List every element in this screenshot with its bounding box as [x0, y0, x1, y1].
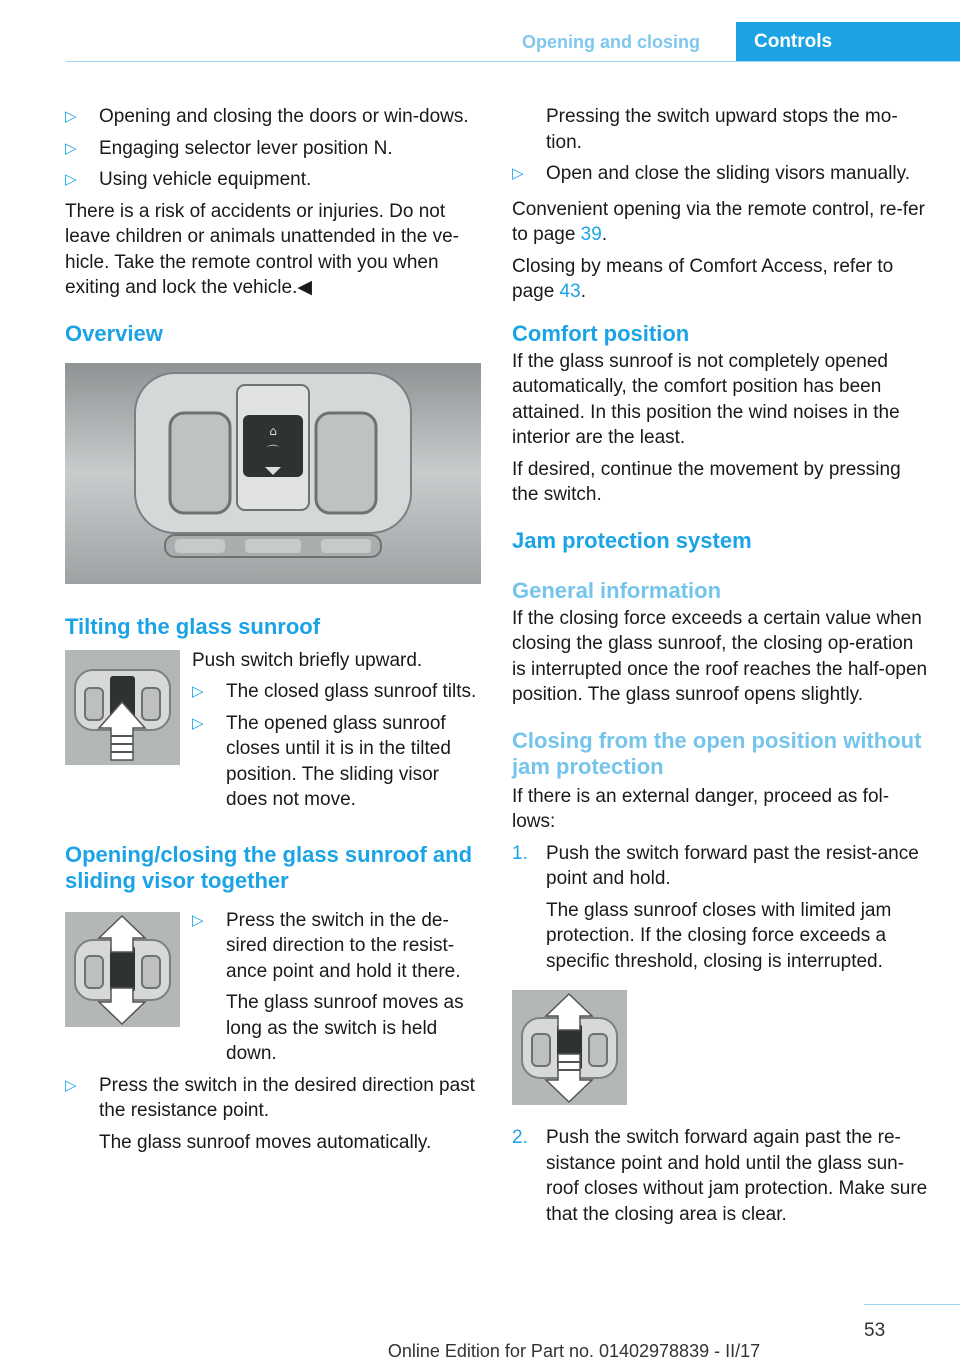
remote-reference: Convenient opening via the remote control, re‐fer to page 39.	[512, 198, 925, 245]
footer-rule	[864, 1304, 960, 1305]
bullet-marker: ▷	[65, 108, 77, 125]
list-item-continuation: The glass sunroof moves as long as the switch is held down.	[226, 992, 464, 1064]
open-close-heading: Opening/closing the glass sunroof and sliding visor together	[65, 841, 473, 893]
header-chapter-tab: Controls	[736, 22, 960, 62]
bullet-marker: ▷	[192, 714, 204, 732]
left-column	[65, 104, 481, 1161]
footer-edition: Online Edition for Part no. 01402978839 - II/17	[387, 1341, 761, 1361]
list-item: ▷ Using vehicle equipment.	[65, 167, 481, 193]
list-item: 2. Push the switch forward again past the re‐sistance point and hold until the glass sun‐roof closes without jam protection. Make sure that the closing area is clear.	[512, 1127, 928, 1225]
overview-switch-image	[65, 363, 481, 584]
warning-text: There is a risk of accidents or injuries. Do not leave children or animals unattended in the ve‐hicle. Take the remote control with you when exiting and lock the vehicle.◀	[65, 200, 459, 298]
overview-heading: Overview	[65, 320, 163, 346]
header-section-title: Opening and closing	[522, 32, 701, 52]
right-column	[512, 104, 930, 1233]
bullet-marker: ▷	[65, 139, 77, 157]
step-number: 2.	[512, 1127, 528, 1148]
list-item: ▷ Press the switch in the desired direction past the resistance point.	[65, 1074, 475, 1121]
page-number: 53	[864, 1320, 886, 1341]
svg-text:⌂: ⌂	[269, 423, 277, 438]
comfort-access-reference: Closing by means of Comfort Access, refer to page 43.	[512, 255, 894, 302]
close-switch-image	[512, 990, 627, 1105]
bullet-marker: ▷	[192, 911, 204, 929]
jam-protection-heading: Jam protection system	[512, 527, 752, 553]
comfort-paragraph-1: If the glass sunroof is not completely opened automatically, the comfort position has been attained. In this position the wind noises in the interior are the least.	[512, 350, 900, 448]
list-item: ▷ The closed glass sunroof tilts.	[192, 679, 481, 705]
closing-heading: Closing from the open position without jam protection	[512, 727, 922, 779]
tilt-intro: Push switch briefly upward.	[192, 649, 423, 671]
bullet-marker: ▷	[65, 1076, 77, 1094]
bullet-marker: ▷	[192, 683, 204, 700]
list-item: ▷ Opening and closing the doors or win‐dows.	[65, 104, 481, 130]
page-link-39[interactable]: 39	[580, 224, 602, 245]
list-item-continuation: The glass sunroof closes with limited jam protection. If the closing force exceeds a specific threshold, closing is interrupted.	[546, 899, 892, 972]
closing-intro: If there is an external danger, proceed as fol‐lows:	[512, 785, 890, 832]
list-item: ▷ Open and close the sliding visors manually.	[512, 161, 930, 187]
step-number: 1.	[512, 842, 528, 864]
svg-text:⌒: ⌒	[266, 443, 280, 458]
bullet-marker: ▷	[512, 165, 524, 182]
list-item: 1. Push the switch forward past the resist‐ance point and hold.	[512, 842, 919, 889]
list-item-continuation: The glass sunroof moves automatically.	[99, 1131, 432, 1153]
tilt-heading: Tilting the glass sunroof	[65, 613, 321, 639]
comfort-paragraph-2: If desired, continue the movement by pressing the switch.	[512, 458, 901, 505]
comfort-heading: Comfort position	[512, 320, 690, 346]
header-rule	[66, 61, 960, 62]
page-link-43[interactable]: 43	[559, 281, 581, 302]
general-info-paragraph: If the closing force exceeds a certain value when closing the glass sunroof, the closing op‐eration is interrupted once the roof reaches the half-open position. The glass sunroof opens slightly.	[512, 607, 928, 705]
bullet-marker: ▷	[65, 171, 77, 188]
open-close-switch-image	[65, 912, 180, 1027]
tilt-switch-image	[65, 650, 180, 765]
general-info-heading: General information	[512, 577, 722, 603]
list-item-continuation: Pressing the switch upward stops the mo‐tion.	[546, 106, 898, 153]
list-item: ▷ Press the switch in the de‐sired direction to the resist‐ance point and hold it there.	[192, 909, 461, 982]
list-item: ▷ Engaging selector lever position N.	[65, 136, 481, 162]
list-item: ▷ The opened glass sunroof closes until it is in the tilted position. The sliding visor does not move.	[192, 712, 451, 810]
